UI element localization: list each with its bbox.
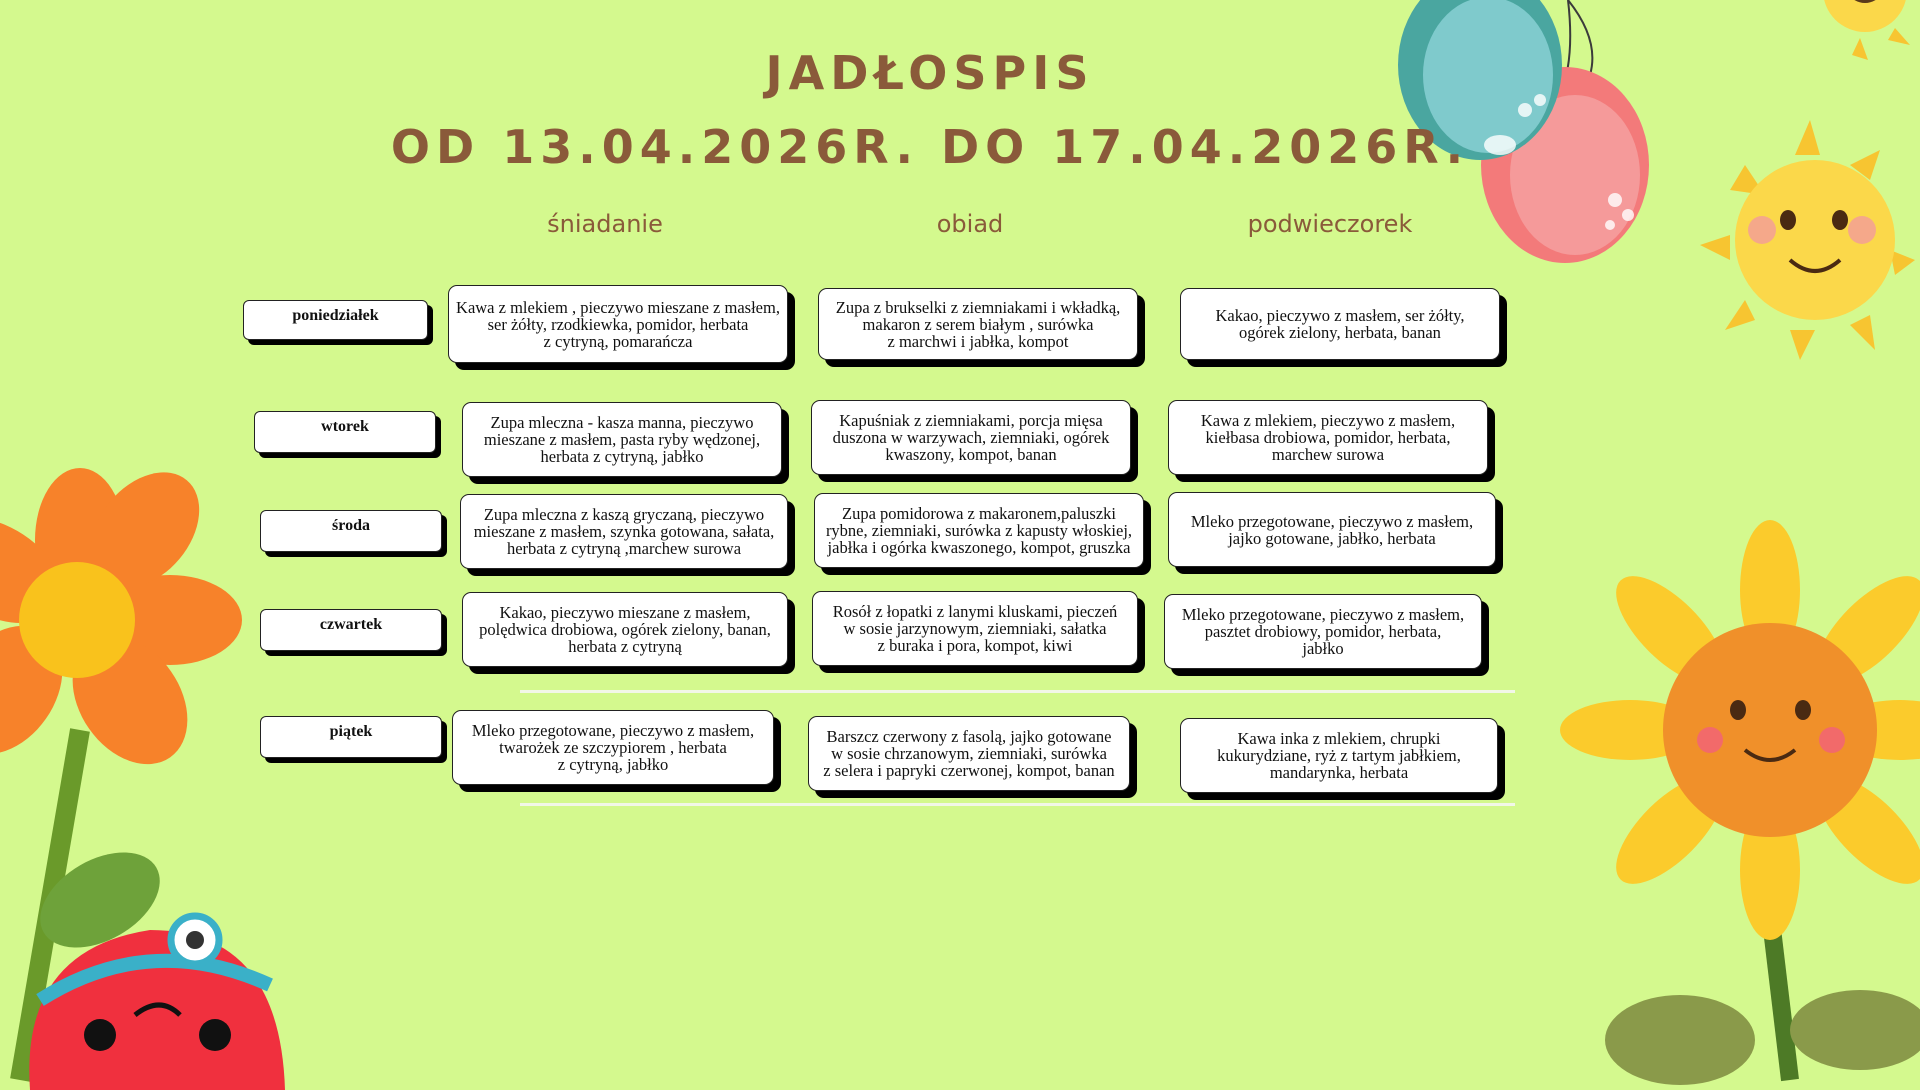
meal-card-poniedzialek-sniadanie: Kawa z mlekiem , pieczywo mieszane z masłem, ser żółty, rzodkiewka, pomidor, herbata z cytryną, pomarańcza [448, 285, 788, 363]
column-header-podwieczorek: podwieczorek [1247, 210, 1413, 238]
meal-card-poniedzialek-podwieczorek: Kakao, pieczywo z masłem, ser żółty, ogórek zielony, herbata, banan [1180, 288, 1500, 360]
meal-card-czwartek-obiad: Rosół z łopatki z lanymi kluskami, pieczeń w sosie jarzynowym, ziemniaki, sałatka z buraka i pora, kompot, kiwi [812, 591, 1138, 666]
menu-date-range: OD 13.04.2026R. DO 17.04.2026R. [390, 120, 1470, 174]
meal-card-sroda-obiad: Zupa pomidorowa z makaronem,paluszki rybne, ziemniaki, surówka z kapusty włoskiej, jabłka i ogórka kwaszonego, kompot, gruszka [814, 493, 1144, 568]
sunflower-illustration [1560, 570, 1920, 1080]
character-illustration [20, 890, 290, 1090]
day-label-piatek: piątek [260, 716, 442, 758]
day-label-wtorek: wtorek [254, 411, 436, 453]
column-header-sniadanie: śniadanie [547, 210, 663, 238]
meal-card-piatek-sniadanie: Mleko przegotowane, pieczywo z masłem, twarożek ze szczypiorem , herbata z cytryną, jabłko [452, 710, 774, 785]
day-label-sroda: środa [260, 510, 442, 552]
meal-card-poniedzialek-obiad: Zupa z brukselki z ziemniakami i wkładką, makaron z serem białym , surówka z marchwi i jabłka, kompot [818, 288, 1138, 360]
column-header-obiad: obiad [936, 210, 1004, 238]
meal-card-piatek-podwieczorek: Kawa inka z mlekiem, chrupki kukurydziane, ryż z tartym jabłkiem, mandarynka, herbata [1180, 718, 1498, 793]
meal-card-wtorek-obiad: Kapuśniak z ziemniakami, porcja mięsa duszona w warzywach, ziemniaki, ogórek kwaszony, kompot, banan [811, 400, 1131, 475]
meal-card-sroda-sniadanie: Zupa mleczna z kaszą gryczaną, pieczywo mieszane z masłem, szynka gotowana, sałata, herbata z cytryną ,marchew surowa [460, 494, 788, 569]
day-label-czwartek: czwartek [260, 609, 442, 651]
day-label-poniedzialek: poniedziałek [243, 300, 428, 340]
meal-card-wtorek-sniadanie: Zupa mleczna - kasza manna, pieczywo mieszane z masłem, pasta ryby wędzonej, herbata z cytryną, jabłko [462, 402, 782, 477]
divider-line [520, 803, 1515, 806]
meal-card-czwartek-podwieczorek: Mleko przegotowane, pieczywo z masłem, pasztet drobiowy, pomidor, herbata, jabłko [1164, 594, 1482, 669]
meal-card-sroda-podwieczorek: Mleko przegotowane, pieczywo z masłem, jajko gotowane, jabłko, herbata [1168, 492, 1496, 567]
meal-card-wtorek-podwieczorek: Kawa z mlekiem, pieczywo z masłem, kiełbasa drobiowa, pomidor, herbata, marchew surowa [1168, 400, 1488, 475]
divider-line [520, 690, 1515, 693]
menu-title: JADŁOSPIS [765, 46, 1095, 100]
meal-card-czwartek-sniadanie: Kakao, pieczywo mieszane z masłem, polędwica drobiowa, ogórek zielony, banan, herbata z cytryną [462, 592, 788, 667]
meal-card-piatek-obiad: Barszcz czerwony z fasolą, jajko gotowane w sosie chrzanowym, ziemniaki, surówka z selera i papryki czerwonej, kompot, banan [808, 716, 1130, 791]
